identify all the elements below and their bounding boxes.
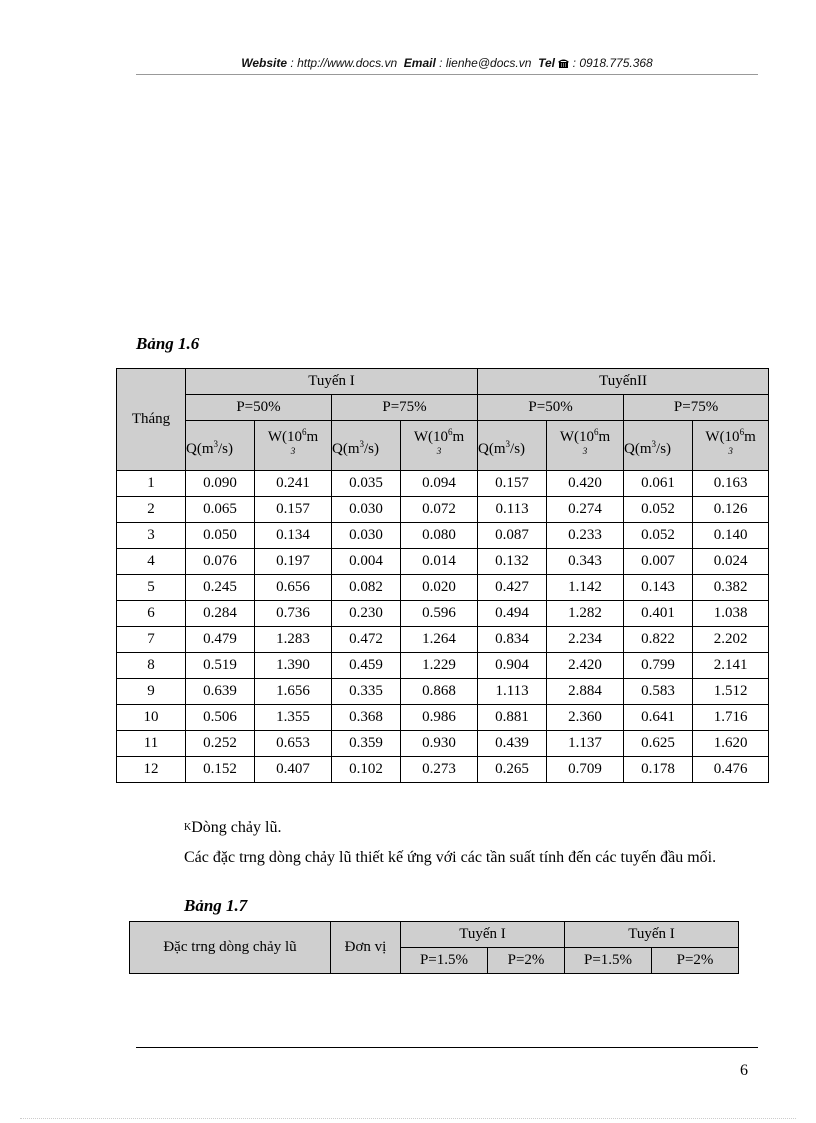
- flood-heading-line: [184, 815, 806, 841]
- value-cell: 2.234: [547, 627, 624, 653]
- p75-header: P=75%: [624, 395, 769, 421]
- w-unit-header: $W(10^6m$ 3: [547, 421, 624, 471]
- value-cell: 1.282: [547, 601, 624, 627]
- p50-header: P=50%: [478, 395, 624, 421]
- value-cell: 2.141: [693, 653, 769, 679]
- value-cell: 0.368: [332, 705, 401, 731]
- value-cell: 0.132: [478, 549, 547, 575]
- website-value[interactable]: : http://www.docs.vn: [290, 56, 398, 70]
- table-row: [117, 549, 769, 575]
- value-cell: 0.439: [478, 731, 547, 757]
- flood-paragraph: Các đặc trng dòng chảy lũ thiết kế ứng với các tần suất tính đến các tuyến đầu mối.: [184, 849, 717, 866]
- value-cell: 0.834: [478, 627, 547, 653]
- value-cell: 0.126: [693, 497, 769, 523]
- table-row: [117, 575, 769, 601]
- value-cell: 0.143: [624, 575, 693, 601]
- value-cell: 0.420: [547, 471, 624, 497]
- value-cell: 2.202: [693, 627, 769, 653]
- section-tuyen-2: TuyếnII: [478, 369, 769, 395]
- value-cell: 0.024: [693, 549, 769, 575]
- value-cell: 0.986: [401, 705, 478, 731]
- table-row: [117, 627, 769, 653]
- value-cell: 0.822: [624, 627, 693, 653]
- section-tuyen-1: Tuyến I: [186, 369, 478, 395]
- tel-value: : 0918.775.368: [572, 56, 653, 70]
- value-cell: 1.264: [401, 627, 478, 653]
- value-cell: 1.620: [693, 731, 769, 757]
- value-cell: 0.004: [332, 549, 401, 575]
- value-cell: 0.252: [186, 731, 255, 757]
- month-cell: 7: [117, 627, 186, 653]
- q-unit-header: $Q(m^3/s)$: [624, 421, 693, 471]
- tel-label: Tel: [538, 56, 555, 70]
- value-cell: 0.087: [478, 523, 547, 549]
- value-cell: 0.065: [186, 497, 255, 523]
- value-cell: 0.494: [478, 601, 547, 627]
- unit-header: Đơn vị: [331, 922, 401, 974]
- value-cell: 0.479: [186, 627, 255, 653]
- page-number: 6: [740, 1062, 748, 1079]
- month-cell: 4: [117, 549, 186, 575]
- value-cell: 0.030: [332, 523, 401, 549]
- value-cell: 1.038: [693, 601, 769, 627]
- value-cell: 1.113: [478, 679, 547, 705]
- flood-heading: Dòng chảy lũ.: [191, 819, 282, 836]
- email-value[interactable]: : lienhe@docs.vn: [439, 56, 532, 70]
- value-cell: 2.884: [547, 679, 624, 705]
- value-cell: 0.273: [401, 757, 478, 783]
- w-unit-header: $W(10^6m$ 3: [401, 421, 478, 471]
- q-unit-header: $Q(m^3/s)$: [332, 421, 401, 471]
- value-cell: 2.360: [547, 705, 624, 731]
- value-cell: 0.030: [332, 497, 401, 523]
- table-1-6: [116, 368, 769, 783]
- p15-header: P=1.5%: [565, 948, 652, 974]
- value-cell: 0.265: [478, 757, 547, 783]
- value-cell: 1.355: [255, 705, 332, 731]
- value-cell: 0.653: [255, 731, 332, 757]
- month-cell: 5: [117, 575, 186, 601]
- value-cell: 0.868: [401, 679, 478, 705]
- table-1-6-caption: Bảng 1.6: [136, 334, 200, 353]
- section-tuyen-1-b: Tuyến I: [565, 922, 739, 948]
- value-cell: 0.007: [624, 549, 693, 575]
- value-cell: 0.113: [478, 497, 547, 523]
- month-cell: 1: [117, 471, 186, 497]
- value-cell: 1.283: [255, 627, 332, 653]
- value-cell: 0.082: [332, 575, 401, 601]
- value-cell: 0.284: [186, 601, 255, 627]
- value-cell: 0.035: [332, 471, 401, 497]
- email-label: Email: [403, 56, 436, 70]
- value-cell: 1.142: [547, 575, 624, 601]
- value-cell: 0.641: [624, 705, 693, 731]
- value-cell: 0.709: [547, 757, 624, 783]
- units-row: [117, 421, 769, 471]
- value-cell: 1.716: [693, 705, 769, 731]
- value-cell: 0.061: [624, 471, 693, 497]
- page-header: [136, 56, 758, 75]
- month-cell: 12: [117, 757, 186, 783]
- table-row: [117, 601, 769, 627]
- table-row: [117, 731, 769, 757]
- value-cell: 0.072: [401, 497, 478, 523]
- value-cell: 0.904: [478, 653, 547, 679]
- phone-icon: [558, 56, 572, 70]
- p15-header: P=1.5%: [401, 948, 488, 974]
- value-cell: 0.094: [401, 471, 478, 497]
- value-cell: 0.140: [693, 523, 769, 549]
- value-cell: 0.583: [624, 679, 693, 705]
- page-bottom-border: [20, 1118, 796, 1119]
- p50-header: P=50%: [186, 395, 332, 421]
- month-cell: 2: [117, 497, 186, 523]
- value-cell: 0.076: [186, 549, 255, 575]
- note-mark: K: [184, 822, 192, 833]
- value-cell: 0.134: [255, 523, 332, 549]
- value-cell: 0.274: [547, 497, 624, 523]
- value-cell: 0.930: [401, 731, 478, 757]
- p2-header: P=2%: [488, 948, 565, 974]
- value-cell: 0.157: [255, 497, 332, 523]
- month-header: Tháng: [117, 369, 186, 471]
- table-row: [117, 757, 769, 783]
- value-cell: 0.050: [186, 523, 255, 549]
- value-cell: 1.656: [255, 679, 332, 705]
- value-cell: 0.736: [255, 601, 332, 627]
- value-cell: 1.137: [547, 731, 624, 757]
- table-row: [117, 679, 769, 705]
- table-row: [117, 653, 769, 679]
- month-cell: 10: [117, 705, 186, 731]
- table-row: [117, 497, 769, 523]
- value-cell: 0.014: [401, 549, 478, 575]
- table-1-7-caption: Bảng 1.7: [184, 896, 248, 915]
- value-cell: 0.596: [401, 601, 478, 627]
- value-cell: 0.230: [332, 601, 401, 627]
- q-unit-header: $Q(m^3/s)$: [186, 421, 255, 471]
- value-cell: 0.382: [693, 575, 769, 601]
- footer-divider: [136, 1047, 758, 1048]
- value-cell: 0.401: [624, 601, 693, 627]
- value-cell: 0.343: [547, 549, 624, 575]
- value-cell: 0.459: [332, 653, 401, 679]
- value-cell: 0.197: [255, 549, 332, 575]
- w-unit-header: $W(10^6m$ 3: [255, 421, 332, 471]
- value-cell: 0.020: [401, 575, 478, 601]
- value-cell: 0.881: [478, 705, 547, 731]
- month-cell: 8: [117, 653, 186, 679]
- table-1-6-body: [117, 471, 769, 783]
- month-cell: 11: [117, 731, 186, 757]
- table-row: [117, 523, 769, 549]
- value-cell: 1.512: [693, 679, 769, 705]
- value-cell: 0.407: [255, 757, 332, 783]
- table-row: [117, 705, 769, 731]
- month-cell: 3: [117, 523, 186, 549]
- value-cell: 0.241: [255, 471, 332, 497]
- value-cell: 0.335: [332, 679, 401, 705]
- value-cell: 1.390: [255, 653, 332, 679]
- value-cell: 0.233: [547, 523, 624, 549]
- q-unit-header: $Q(m^3/s)$: [478, 421, 547, 471]
- value-cell: 0.080: [401, 523, 478, 549]
- value-cell: 0.163: [693, 471, 769, 497]
- value-cell: 0.476: [693, 757, 769, 783]
- value-cell: 0.506: [186, 705, 255, 731]
- value-cell: 0.639: [186, 679, 255, 705]
- value-cell: 0.472: [332, 627, 401, 653]
- table-1-7: [129, 921, 739, 974]
- table-row: [117, 471, 769, 497]
- w-unit-header: $W(10^6m$ 3: [693, 421, 769, 471]
- value-cell: 0.052: [624, 523, 693, 549]
- value-cell: 2.420: [547, 653, 624, 679]
- website-label: Website: [241, 56, 288, 70]
- value-cell: 0.656: [255, 575, 332, 601]
- value-cell: 0.799: [624, 653, 693, 679]
- section-tuyen-1: Tuyến I: [401, 922, 565, 948]
- p2-header: P=2%: [652, 948, 739, 974]
- value-cell: 0.102: [332, 757, 401, 783]
- value-cell: 1.229: [401, 653, 478, 679]
- month-cell: 9: [117, 679, 186, 705]
- value-cell: 0.157: [478, 471, 547, 497]
- value-cell: 0.090: [186, 471, 255, 497]
- month-cell: 6: [117, 601, 186, 627]
- value-cell: 0.427: [478, 575, 547, 601]
- value-cell: 0.519: [186, 653, 255, 679]
- value-cell: 0.052: [624, 497, 693, 523]
- value-cell: 0.359: [332, 731, 401, 757]
- value-cell: 0.178: [624, 757, 693, 783]
- p75-header: P=75%: [332, 395, 478, 421]
- value-cell: 0.152: [186, 757, 255, 783]
- value-cell: 0.625: [624, 731, 693, 757]
- value-cell: 0.245: [186, 575, 255, 601]
- flood-characteristic-header: Đặc trng dòng chảy lũ: [130, 922, 331, 974]
